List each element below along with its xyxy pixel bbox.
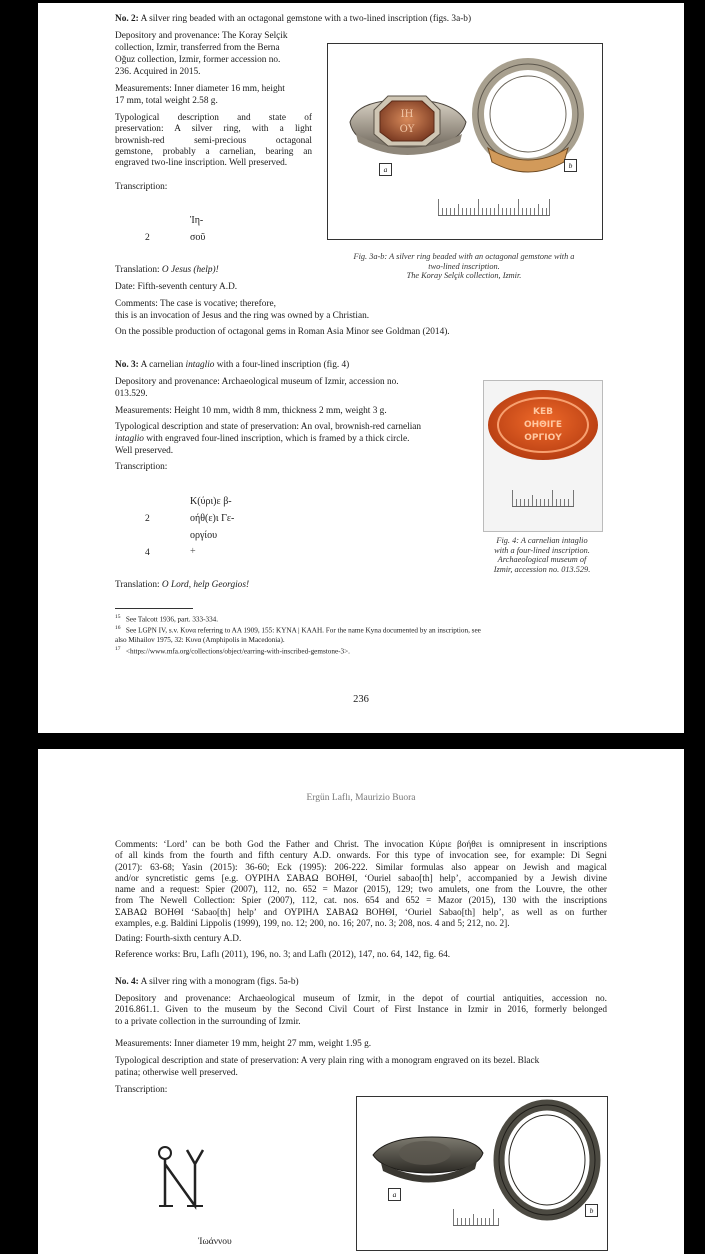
fig3-label-a: a (379, 163, 392, 176)
no4-measurements: Measurements: Inner diameter 19 mm, height 27 mm, weight 1.95 g. (115, 1039, 372, 1049)
footnote-rule (115, 608, 193, 609)
no3-measurements: Measurements: Height 10 mm, width 8 mm, thickness 2 mm, weight 3 g. (115, 406, 387, 416)
gem-inscription-line-1: ΚΕΒ (533, 407, 553, 417)
scale-bar (453, 1209, 499, 1226)
no3-transcription-line-4: + (190, 546, 196, 557)
monogram-drawing (153, 1144, 219, 1214)
ring-photo-image (357, 1097, 607, 1250)
fig5-label-a: a (388, 1188, 401, 1201)
no4-typological-1: Typological description and state of preservation: A very plain ring with a monogram engraved on its bezel. Black (115, 1056, 540, 1066)
dating: Dating: Fourth-sixth century A.D. (115, 934, 242, 944)
running-head: Ergün Laflı, Maurizio Buora (306, 793, 416, 803)
no2-translation: Translation: O Jesus (help)! (115, 265, 219, 275)
no4-heading: No. 4: A silver ring with a monogram (figs. 5a-b) (115, 977, 299, 987)
reference-works: Reference works: Bru, Laflı (2011), 196, no. 3; and Laflı (2012), 147, no. 64, 142, fig. 64. (115, 950, 451, 960)
intaglio-photo-image (484, 381, 602, 531)
gem-inscription-line-3: ΟΡΓΙΟΥ (524, 433, 562, 443)
gem-inscription-line-2: ΟΗΘΙΓΕ (523, 420, 563, 430)
monogram-reading: Ἰωάννου (198, 1237, 232, 1247)
no2-date: Date: Fifth-seventh century A.D. (115, 282, 238, 292)
fig5-label-b: b (585, 1204, 598, 1217)
no2-measurements-1: Measurements: Inner diameter 16 mm, height (115, 84, 285, 94)
no2-depository-4: 236. Acquired in 2015. (115, 67, 201, 77)
footnotes: $^{15}$ See Talcott 1936, part. 333-334. $^{16}$ See LGPN IV, s.v. Κυνα referring to AA 1909, 155: KYNA | KAAH. For the name Kyna documented by an inscription, see also Mihailov 1975, 32: Κυνα (Amphipolis in Macedonia). $^{17}$ <https://www.mfa.org/collections/object/earring-with-inscribed-gemstone-3>. (115, 614, 481, 656)
next-page (38, 749, 684, 1254)
fig4-caption: Fig. 4: A carnelian intaglio with a four-lined inscription. Archaeological museum of Izmir, accession no. 013.529. (493, 536, 591, 574)
no3-line-number-4: 4 (145, 547, 150, 558)
no2-transcription-line-1: Ἰη- (190, 215, 204, 226)
no2-depository-1: Depository and provenance: The Koray Selçik (115, 31, 288, 41)
no2-heading: No. 2: A silver ring beaded with an octagonal gemstone with a two-lined inscription (figs. 3a-b) (115, 14, 472, 24)
comments-paragraph: Comments: ‘Lord’ can be both God the Father and Christ. The invocation Κύριε βοήθει is omnipresent in inscriptions of all kinds from the fourth and fifth century A.D. onwards. For this type of invocation see, for example: Di Segni (2017): 63-68; Yasin (2015): 36-60; Eck (1995): 206-222. Similar formulas also appear on Jewish and magical and/or syncretistic gems [e.g. ΟΥΡΙΗΛ ΣΑΒΑΩ ΒΟΗΘΙ, ‘Ouriel sabao[th] help’, accompanied by a Jewish divine name and a request: Spier (2007), 112, no. 652 = Mazor (2015), 129; two amulets, one from the Louvre, the other from The Newell Collection: Spier (2007), 112, cat. nos. 654 and 652 = Mazor (2015), 130 with the inscriptions ΣΑΒΑΩ ΒΟΗΘΙ ‘Sabao[th] help’ and ΟΥΡΙΗΛ ΣΑΒΑΩ ΒΟΗΘΙ, ‘Ouriel Sabao[th] help’, as well as on further examples, e.g. Baldini Lippolis (1999), 199, no. 12; 200, no. 16; 207, no. 3; 208, nos. 4 and 5; 212, no. 2]. (115, 840, 607, 930)
no3-typological-3: Well preserved. (115, 446, 174, 456)
no3-depository-2: 013.529. (115, 389, 148, 399)
no2-transcription-label: Transcription: (115, 182, 168, 192)
figure-5-ring-photos (356, 1096, 608, 1251)
no2-line-number: 2 (145, 232, 150, 243)
figure-3-ring-photos (327, 43, 603, 240)
no3-transcription-line-2: οήθ(ε)ι Γε- (190, 513, 235, 524)
no3-translation: Translation: O Lord, help Georgios! (115, 580, 250, 590)
no2-depository-3: Oğuz collection, Izmir, former accession no. (115, 55, 281, 65)
no2-depository-2: collection, Izmir, transferred from the Berna (115, 43, 280, 53)
no4-depository: Depository and provenance: Archaeological museum of Izmir, in the depot of courtial antiquities, accession no. 2016.861.1. Given to the museum by the Second Civil Court of First Instance in Izmir in 2016, formerly belonged to a private collection in the surrounding of Izmir. (115, 994, 607, 1027)
no2-typological: Typological description and state of preservation: A silver ring, with a light brownish-red semi-precious octagonal gemstone, probably a carnelian, bearing an engraved two-line inscription. Well preserved. (115, 113, 312, 169)
page-236 (38, 3, 684, 733)
page-number: 236 (353, 694, 369, 705)
fig3-label-b: b (564, 159, 577, 172)
no3-typological-1: Typological description and state of preservation: An oval, brownish-red carnelian (115, 422, 422, 432)
no3-transcription-line-3: οργίου (190, 530, 218, 541)
no3-depository-1: Depository and provenance: Archaeological museum of Izmir, accession no. (115, 377, 399, 387)
no3-heading: No. 3: A carnelian intaglio with a four-lined inscription (fig. 4) (115, 360, 350, 370)
svg-text:ΟΥ: ΟΥ (399, 124, 415, 135)
no4-transcription-label: Transcription: (115, 1085, 168, 1095)
no3-transcription-label: Transcription: (115, 462, 168, 472)
no3-line-number-2: 2 (145, 513, 150, 524)
no2-transcription-line-2: σοῦ (190, 232, 206, 243)
figure-4-intaglio-photo (483, 380, 603, 532)
fig3-caption: Fig. 3a-b: A silver ring beaded with an octagonal gemstone with a two-lined inscription. The Koray Selçik collection, Izmir. (353, 252, 575, 281)
scale-bar (512, 490, 574, 507)
no3-typological-2: intaglio with engraved four-lined inscription, which is framed by a thick circle. (115, 434, 410, 444)
no2-comments-1: Comments: The case is vocative; therefore, (115, 299, 276, 309)
no4-typological-2: patina; otherwise well preserved. (115, 1068, 238, 1078)
scale-bar (438, 199, 550, 216)
svg-text:ΙΗ: ΙΗ (400, 109, 414, 120)
no3-transcription-line-1: Κ(ύρι)ε β- (190, 496, 232, 507)
no2-goldman: On the possible production of octagonal gems in Roman Asia Minor see Goldman (2014). (115, 327, 450, 337)
no2-comments-2: this is an invocation of Jesus and the ring was owned by a Christian. (115, 311, 370, 321)
no2-measurements-2: 17 mm, total weight 2.58 g. (115, 96, 218, 106)
